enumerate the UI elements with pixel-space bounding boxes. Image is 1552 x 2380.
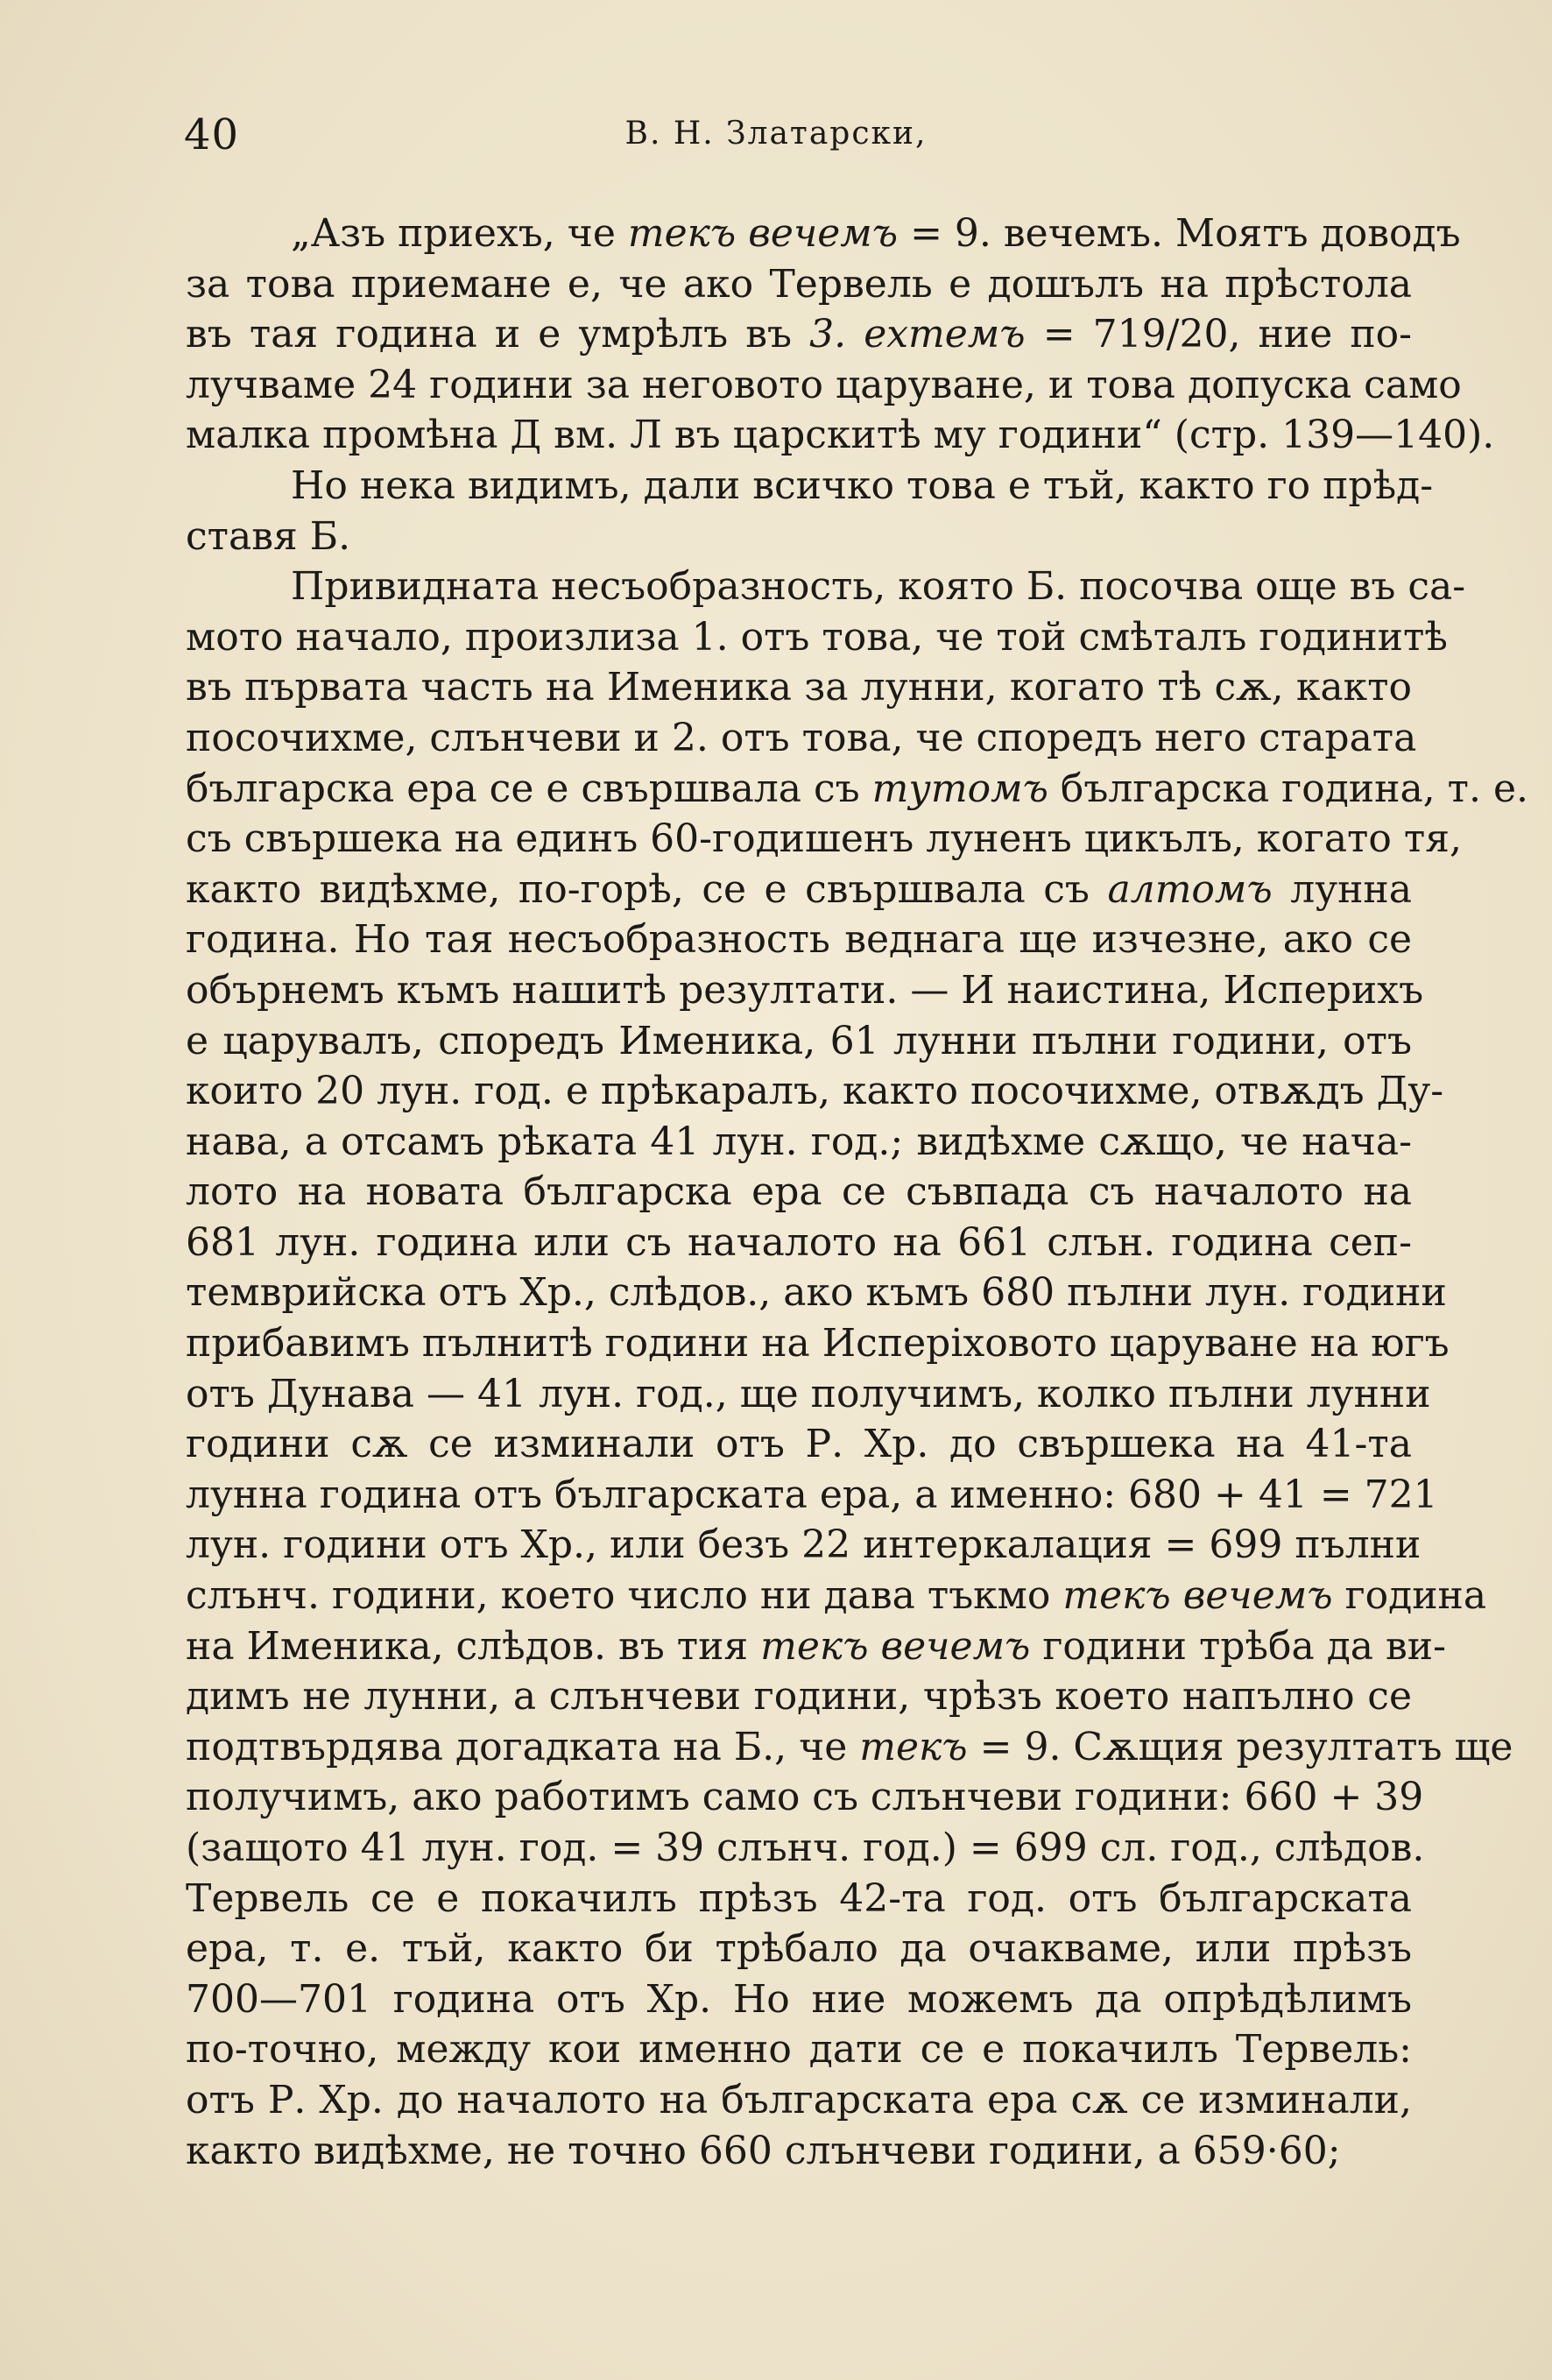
running-head: В. Н. Златарски, <box>624 116 928 152</box>
text-line: лото на новата българска ера се съвпада съ началото на <box>186 1169 1412 1215</box>
text-line: отъ Р. Хр. до началото на българската ера сѫ се изминали, <box>186 2077 1412 2122</box>
body-text <box>186 208 1528 2176</box>
text-line: обърнемъ къмъ нашитѣ резултати. — И наистина, Исперихъ <box>186 967 1424 1013</box>
text-line: на Именика, слѣдов. въ тия текъ вечемъ години трѣба да ви- <box>186 1623 1446 1669</box>
text-line: които 20 лун. год. е прѣкаралъ, както посочихме, отвѫдъ Ду- <box>186 1069 1444 1114</box>
text-line: 681 лун. година или съ началото на 661 слън. година сеп- <box>186 1219 1412 1265</box>
text-line: както видѣхме, не точно 660 слънчеви години, а 659·60; <box>186 2128 1341 2173</box>
text-line: „Азъ приехъ, че текъ вечемъ = 9. вечемъ. Моятъ доводъ <box>291 211 1461 256</box>
text-line: както видѣхме, по-горѣ, се е свършвала съ алтомъ лунна <box>186 866 1412 912</box>
paragraph <box>186 208 1495 461</box>
text-line: подтвърдява догадката на Б., че текъ = 9. Сѫщия резултатъ ще <box>186 1724 1513 1769</box>
paragraph <box>186 561 1528 2176</box>
text-line: Но нека видимъ, дали всичко това е тъй, както го прѣд- <box>291 463 1434 508</box>
text-line: лунна година отъ българската ера, а именно: 680 + 41 = 721 <box>186 1472 1438 1517</box>
paragraph <box>186 461 1434 561</box>
text-line: отъ Дунава — 41 лун. год., ще получимъ, колко пълни лунни <box>186 1371 1431 1416</box>
text-line: българска ера се е свършвала съ тутомъ българска година, т. е. <box>186 766 1528 811</box>
text-line: прибавимъ пълнитѣ години на Исперіховото царуване на югъ <box>186 1321 1450 1367</box>
text-line: слънч. години, което число ни дава тъкмо текъ вечемъ година <box>186 1573 1487 1619</box>
text-line: съ свършека на единъ 60-годишенъ луненъ цикълъ, когато тя, <box>186 816 1462 862</box>
text-line: е царувалъ, споредъ Именика, 61 лунни пълни години, отъ <box>186 1018 1412 1063</box>
text-line: Тервель се е покачилъ прѣзъ 42-та год. отъ българската <box>186 1875 1412 1921</box>
page-number: 40 <box>184 110 240 159</box>
text-line: димъ не лунни, а слънчеви години, чрѣзъ което напълно се <box>186 1674 1412 1720</box>
page-header <box>0 103 1552 173</box>
text-line: посочихме, слънчеви и 2. отъ това, че споредъ него старата <box>186 715 1417 760</box>
text-line: ставя Б. <box>186 513 351 559</box>
text-line: лучваме 24 години за неговото царуване, и това допуска само <box>186 362 1462 407</box>
text-line: по-точно, между кои именно дати се е покачилъ Тервель: <box>186 2027 1412 2073</box>
text-line: получимъ, ако работимъ само съ слънчеви години: 660 + 39 <box>186 1775 1424 1820</box>
text-line: година. Но тая несъобразность веднага ще изчезне, ако се <box>186 917 1412 963</box>
text-line: ера, т. е. тъй, както би трѣбало да очакваме, или прѣзъ <box>186 1926 1412 1972</box>
text-line: 700—701 година отъ Хр. Но ние можемъ да опрѣдѣлимъ <box>186 1976 1412 2022</box>
text-line: Привидната несъобразность, която Б. посочва още въ са- <box>291 564 1466 610</box>
text-line: малка промѣна Д вм. Л въ царскитѣ му години“ (стр. 139—140). <box>186 413 1495 458</box>
text-line: нава, а отсамъ рѣката 41 лун. год.; видѣхме сѫщо, че нача- <box>186 1119 1412 1164</box>
text-line: мото начало, произлиза 1. отъ това, че той смѣталъ годинитѣ <box>186 614 1448 660</box>
text-line: (защото 41 лун. год. = 39 слънч. год.) = 699 сл. год., слѣдов. <box>186 1826 1425 1870</box>
text-line: темврийска отъ Хр., слѣдов., ако къмъ 680 пълни лун. години <box>186 1270 1447 1316</box>
text-line: години сѫ се изминали отъ Р. Хр. до свършека на 41-та <box>186 1422 1412 1467</box>
text-line: въ първата часть на Именика за лунни, когато тѣ сѫ, както <box>186 665 1412 710</box>
text-line: лун. години отъ Хр., или безъ 22 интеркалация = 699 пълни <box>186 1522 1421 1568</box>
text-line: за това приемане е, че ако Тервель е дошълъ на прѣстола <box>186 261 1412 307</box>
text-line: въ тая година и е умрѣлъ въ 3. ехтемъ = 719/20, ние по- <box>186 312 1412 357</box>
